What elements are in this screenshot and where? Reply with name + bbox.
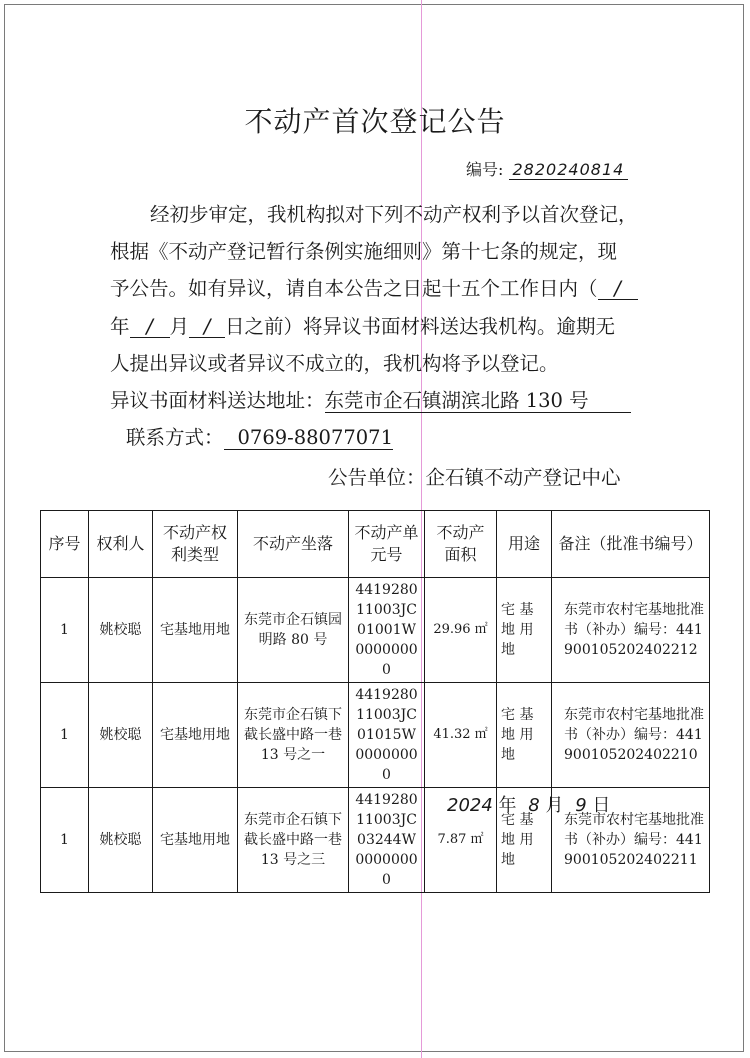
- body-line-4-text: 日之前）将异议书面材料送达我机构。逾期无: [225, 315, 616, 338]
- date-day-label: 日: [592, 795, 611, 816]
- serial-number: [466, 157, 628, 180]
- cell-location: 东莞市企石镇园明路 80 号: [238, 578, 349, 683]
- cell-right-type: 宅基地用地: [153, 578, 238, 683]
- body-line-5: 人提出异议或者异议不成立的，我机构将予以登记。: [110, 352, 559, 375]
- day-blank: /: [189, 317, 225, 338]
- date-month: 8: [528, 795, 540, 816]
- cell-use: 宅 基 地 用 地: [497, 683, 552, 788]
- table-row: [41, 683, 710, 788]
- cell-note: 东莞市农村宅基地批准书（补办）编号：441900105202402211: [552, 788, 710, 893]
- address-label: 异议书面材料送达地址：: [110, 389, 325, 412]
- header-owner: 权利人: [89, 511, 153, 578]
- objection-address: [110, 389, 631, 413]
- cell-seq: 1: [41, 578, 89, 683]
- cell-use: 宅 基 地 用 地: [497, 788, 552, 893]
- cell-owner: 姚校聪: [89, 578, 153, 683]
- header-unit-no: 不动产单元号: [349, 511, 425, 578]
- serial-value: 2820240814: [509, 161, 629, 180]
- cell-area: 29.96 ㎡: [425, 578, 497, 683]
- cell-location: 东莞市企石镇下截长盛中路一巷 13 号之一: [238, 683, 349, 788]
- cell-right-type: 宅基地用地: [153, 788, 238, 893]
- header-note: 备注（批准书编号）: [552, 511, 710, 578]
- cell-unit-no: 441928011003JC03244W00000000: [349, 788, 425, 893]
- cell-unit-no: 441928011003JC01001W00000000: [349, 578, 425, 683]
- table-row: [41, 578, 710, 683]
- cell-area: 7.87 ㎡: [425, 788, 497, 893]
- date-year: 2024: [447, 795, 493, 816]
- date-day: 9: [575, 795, 587, 816]
- cell-seq: 1: [41, 683, 89, 788]
- publisher: 公告单位：企石镇不动产登记中心: [328, 466, 621, 489]
- contact-info: [126, 426, 393, 450]
- month-label: 月: [169, 315, 190, 338]
- cell-owner: 姚校聪: [89, 788, 153, 893]
- body-line-3: [110, 277, 638, 301]
- cell-location: 东莞市企石镇下截长盛中路一巷 13 号之三: [238, 788, 349, 893]
- cell-use: 宅 基 地 用 地: [497, 578, 552, 683]
- cell-note: 东莞市农村宅基地批准书（补办）编号：441900105202402210: [552, 683, 710, 788]
- header-location: 不动产坐落: [238, 511, 349, 578]
- cell-right-type: 宅基地用地: [153, 683, 238, 788]
- date-month-label: 月: [545, 795, 564, 816]
- cell-unit-no: 441928011003JC01015W00000000: [349, 683, 425, 788]
- document-title: 不动产首次登记公告: [244, 105, 506, 138]
- cell-area: 41.32 ㎡: [425, 683, 497, 788]
- header-use: 用途: [497, 511, 552, 578]
- signing-date: [447, 791, 610, 817]
- registration-table: [40, 510, 710, 893]
- cell-seq: 1: [41, 788, 89, 893]
- year-blank: /: [598, 279, 638, 300]
- cell-owner: 姚校聪: [89, 683, 153, 788]
- body-line-1: 经初步审定，我机构拟对下列不动产权利予以首次登记，: [150, 203, 638, 226]
- header-right-type: 不动产权利类型: [153, 511, 238, 578]
- cell-note: 东莞市农村宅基地批准书（补办）编号：441900105202402212: [552, 578, 710, 683]
- header-area: 不动产面积: [425, 511, 497, 578]
- address-value: 东莞市企石镇湖滨北路 130 号: [325, 390, 631, 413]
- table-header-row: [41, 511, 710, 578]
- serial-label: 编号:: [466, 160, 504, 179]
- body-line-4: [110, 315, 615, 339]
- body-line-3-text: 予公告。如有异议，请自本公告之日起十五个工作日内（: [110, 277, 598, 300]
- body-line-2: 根据《不动产登记暂行条例实施细则》第十七条的规定，现: [110, 240, 618, 263]
- header-seq: 序号: [41, 511, 89, 578]
- year-label: 年: [110, 315, 130, 338]
- contact-label: 联系方式：: [126, 426, 224, 449]
- contact-value: 0769-88077071: [224, 427, 393, 450]
- month-blank: /: [130, 317, 170, 338]
- date-year-label: 年: [498, 795, 517, 816]
